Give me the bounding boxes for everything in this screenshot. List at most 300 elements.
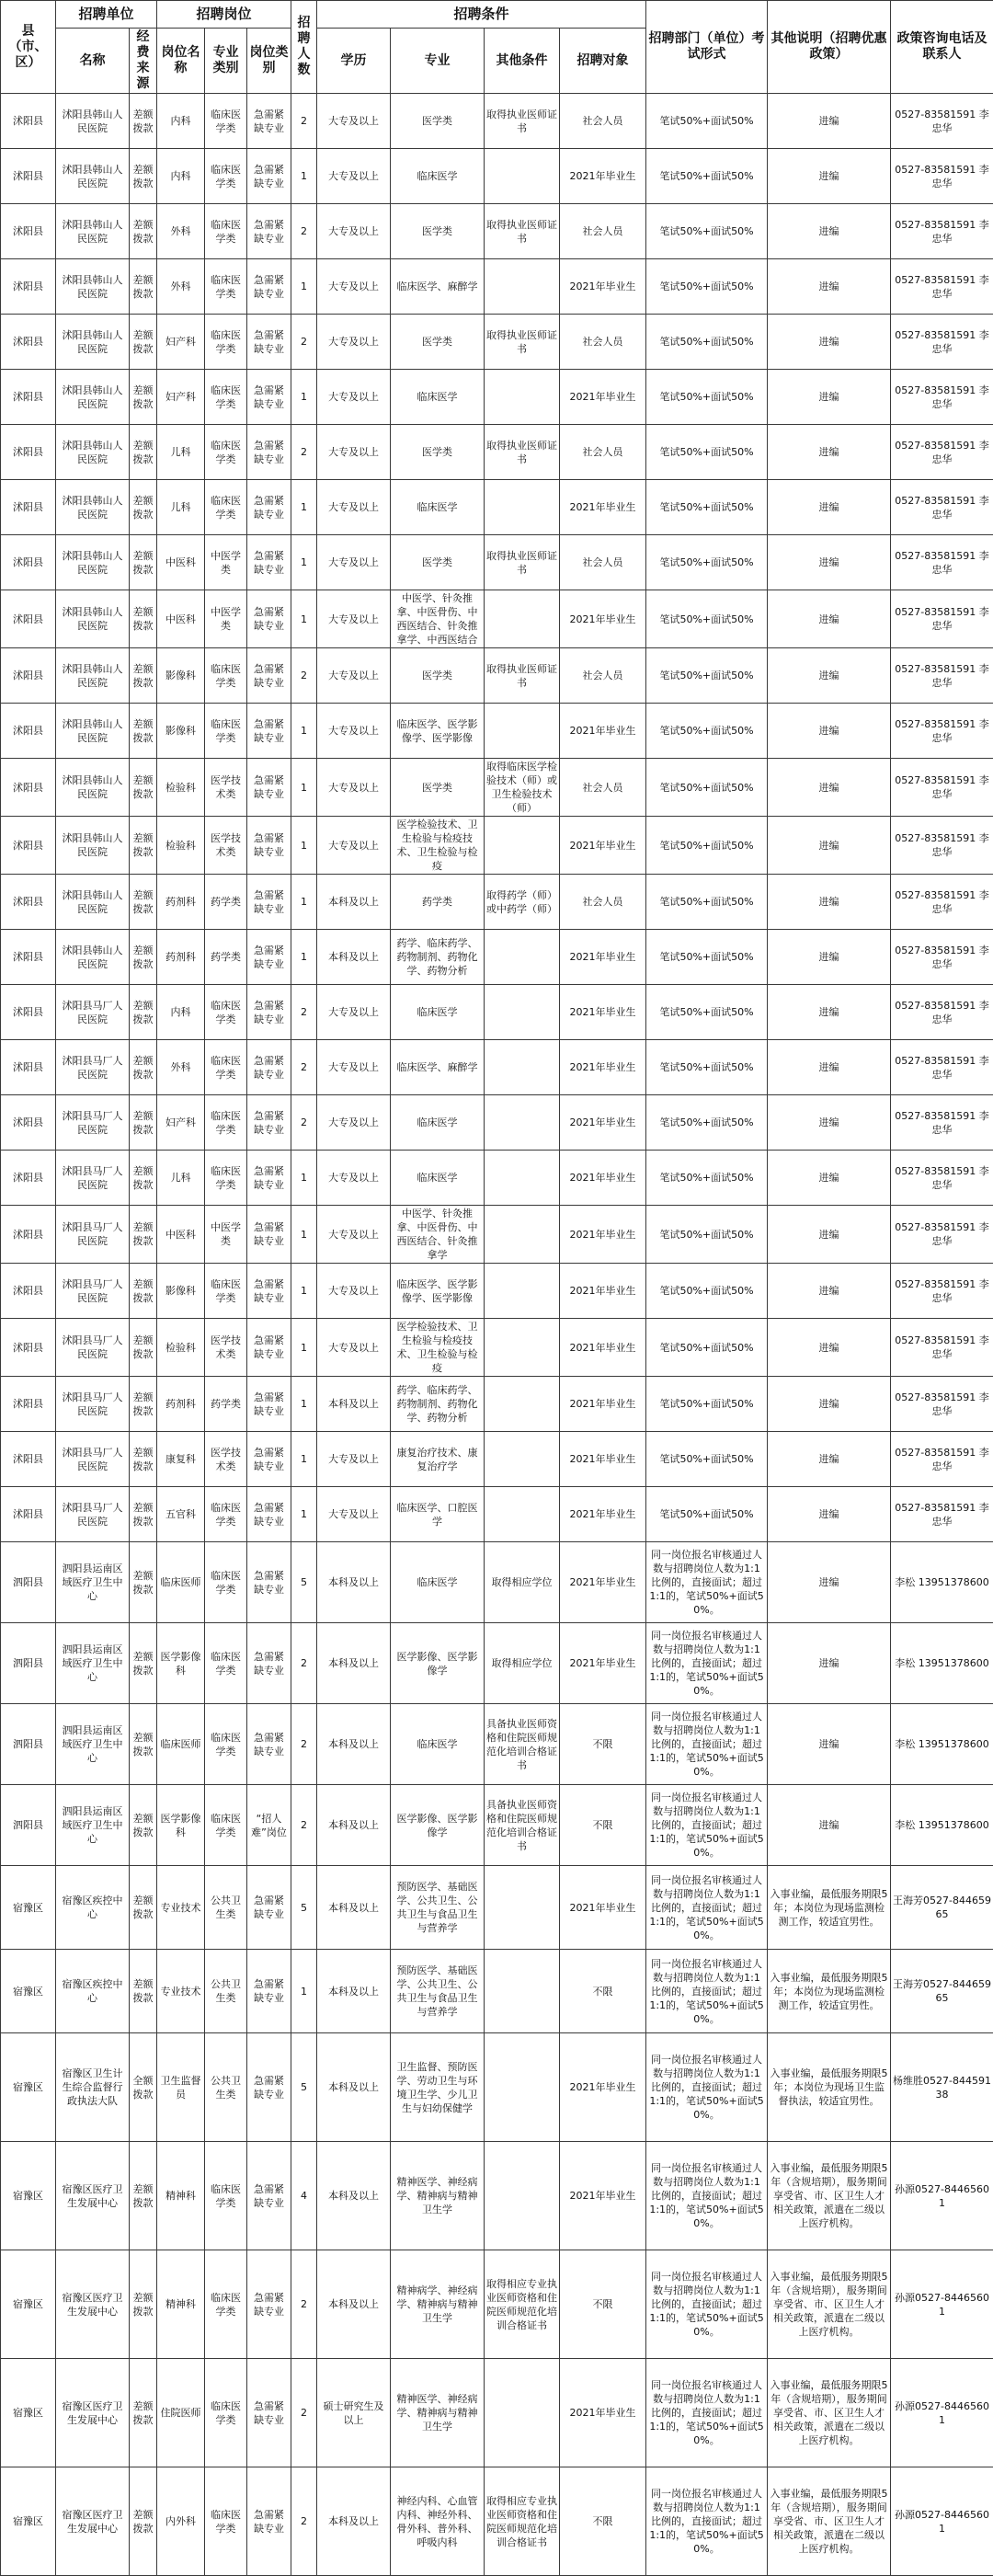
cell-exam-form: 笔试50%+面试50% — [646, 1095, 768, 1151]
cell-contact: 孙源0527-84465601 — [891, 2359, 993, 2467]
cell-post-category: 临床医学类 — [205, 1264, 247, 1319]
cell-post-type: 急需紧缺专业 — [247, 1542, 291, 1623]
cell-unit-name: 沭阳县韩山人民医院 — [56, 590, 130, 648]
cell-contact: 孙源0527-84465601 — [891, 2250, 993, 2359]
cell-exam-form: 笔试50%+面试50% — [646, 930, 768, 985]
table-row — [1, 94, 993, 149]
cell-exam-form: 同一岗位报名审核通过人数与招聘岗位人数为1:1比例的，直接面试；超过1:1的，笔试50%+面试50%。 — [646, 2142, 768, 2250]
cell-other-condition: 取得执业医师证书 — [485, 204, 560, 259]
cell-post-type: 急需紧缺专业 — [247, 204, 291, 259]
cell-post-category: 临床医学类 — [205, 315, 247, 370]
cell-post-category: 公共卫生类 — [205, 1950, 247, 2033]
cell-contact: 0527-83581591 李忠华 — [891, 1377, 993, 1432]
cell-post-name: 住院医师 — [157, 2359, 205, 2467]
cell-other-condition: 取得执业医师证书 — [485, 648, 560, 704]
cell-target: 2021年毕业生 — [560, 1866, 646, 1950]
cell-unit-name: 泗阳县运南区域医疗卫生中心 — [56, 1623, 130, 1704]
cell-count: 2 — [291, 1704, 317, 1785]
cell-funding: 差额拨款 — [130, 1319, 157, 1377]
cell-post-category: 临床医学类 — [205, 2467, 247, 2576]
cell-education: 大专及以上 — [317, 648, 391, 704]
cell-exam-form: 同一岗位报名审核通过人数与招聘岗位人数为1:1比例的，直接面试；超过1:1的，笔试50%+面试50%。 — [646, 1950, 768, 2033]
cell-target: 2021年毕业生 — [560, 1264, 646, 1319]
cell-post-name: 检验科 — [157, 1319, 205, 1377]
cell-post-name: 康复科 — [157, 1432, 205, 1487]
cell-target: 2021年毕业生 — [560, 149, 646, 204]
cell-unit-name: 沭阳县韩山人民医院 — [56, 425, 130, 480]
cell-exam-form: 同一岗位报名审核通过人数与招聘岗位人数为1:1比例的，直接面试；超过1:1的，笔试50%+面试50%。 — [646, 1785, 768, 1866]
cell-major: 精神医学、神经病学、精神病与精神卫生学 — [391, 2142, 485, 2250]
cell-education: 本科及以上 — [317, 1542, 391, 1623]
cell-funding: 差额拨款 — [130, 648, 157, 704]
cell-post-category: 临床医学类 — [205, 94, 247, 149]
cell-education: 大专及以上 — [317, 480, 391, 535]
cell-target: 2021年毕业生 — [560, 1206, 646, 1264]
cell-contact: 0527-83581591 李忠华 — [891, 149, 993, 204]
cell-unit-name: 宿豫区医疗卫生发展中心 — [56, 2142, 130, 2250]
table-row — [1, 204, 993, 259]
cell-other-condition: 取得相应学位 — [485, 1623, 560, 1704]
cell-county: 沭阳县 — [1, 875, 56, 930]
cell-funding: 差额拨款 — [130, 1095, 157, 1151]
cell-post-category: 临床医学类 — [205, 1785, 247, 1866]
cell-county: 泗阳县 — [1, 1542, 56, 1623]
cell-post-type: 急需紧缺专业 — [247, 2033, 291, 2142]
cell-funding: 差额拨款 — [130, 590, 157, 648]
cell-education: 大专及以上 — [317, 315, 391, 370]
cell-count: 1 — [291, 1319, 317, 1377]
cell-major: 临床医学、医学影像学、医学影像 — [391, 704, 485, 759]
cell-post-type: 急需紧缺专业 — [247, 759, 291, 817]
cell-post-name: 检验科 — [157, 817, 205, 875]
cell-unit-name: 沭阳县韩山人民医院 — [56, 259, 130, 315]
cell-contact: 0527-83581591 李忠华 — [891, 204, 993, 259]
cell-education: 大专及以上 — [317, 1151, 391, 1206]
cell-contact: 孙源0527-84465601 — [891, 2467, 993, 2576]
cell-post-name: 中医科 — [157, 1206, 205, 1264]
cell-exam-form: 笔试50%+面试50% — [646, 817, 768, 875]
cell-post-type: 急需紧缺专业 — [247, 1319, 291, 1377]
cell-major: 医学类 — [391, 94, 485, 149]
cell-county: 沭阳县 — [1, 930, 56, 985]
cell-major: 临床医学、麻醉学 — [391, 259, 485, 315]
cell-target: 2021年毕业生 — [560, 1487, 646, 1542]
cell-post-name: 影像科 — [157, 648, 205, 704]
cell-post-category: 临床医学类 — [205, 704, 247, 759]
cell-other-note: 进编 — [768, 370, 891, 425]
table-row — [1, 1950, 993, 2033]
header-contact: 政策咨询电话及联系人 — [891, 1, 993, 94]
cell-county: 沭阳县 — [1, 315, 56, 370]
cell-exam-form: 笔试50%+面试50% — [646, 875, 768, 930]
cell-post-type: 急需紧缺专业 — [247, 94, 291, 149]
cell-contact: 李松 13951378600 — [891, 1542, 993, 1623]
cell-other-condition — [485, 1040, 560, 1095]
header-target: 招聘对象 — [560, 29, 646, 94]
cell-unit-name: 沭阳县马厂人民医院 — [56, 1264, 130, 1319]
cell-funding: 差额拨款 — [130, 2467, 157, 2576]
cell-other-condition: 具备执业医师资格和住院医师规范化培训合格证书 — [485, 1785, 560, 1866]
cell-education: 大专及以上 — [317, 1319, 391, 1377]
cell-education: 大专及以上 — [317, 1095, 391, 1151]
cell-education: 本科及以上 — [317, 2142, 391, 2250]
table-row — [1, 259, 993, 315]
header-education: 学历 — [317, 29, 391, 94]
cell-other-note: 入事业编，最低服务期限5年（含规培期），服务期间享受省、市、区卫生人才相关政策，派遣在二级以上医疗机构。 — [768, 2142, 891, 2250]
cell-education: 大专及以上 — [317, 1487, 391, 1542]
cell-education: 本科及以上 — [317, 1950, 391, 2033]
cell-count: 2 — [291, 985, 317, 1040]
cell-target: 2021年毕业生 — [560, 2033, 646, 2142]
cell-target: 社会人员 — [560, 535, 646, 590]
cell-unit-name: 沭阳县马厂人民医院 — [56, 1095, 130, 1151]
cell-other-note: 进编 — [768, 759, 891, 817]
cell-post-category: 临床医学类 — [205, 2142, 247, 2250]
cell-other-note: 进编 — [768, 1206, 891, 1264]
cell-post-category: 临床医学类 — [205, 1704, 247, 1785]
cell-post-category: 公共卫生类 — [205, 2033, 247, 2142]
table-row — [1, 2359, 993, 2467]
cell-other-condition — [485, 590, 560, 648]
cell-unit-name: 宿豫区医疗卫生发展中心 — [56, 2250, 130, 2359]
cell-target: 2021年毕业生 — [560, 1432, 646, 1487]
header-post-name: 岗位名称 — [157, 29, 205, 94]
cell-count: 2 — [291, 2467, 317, 2576]
cell-post-category: 医学技术类 — [205, 759, 247, 817]
table-row — [1, 535, 993, 590]
cell-exam-form: 笔试50%+面试50% — [646, 535, 768, 590]
cell-other-condition — [485, 1095, 560, 1151]
header-other-cond: 其他条件 — [485, 29, 560, 94]
cell-county: 宿豫区 — [1, 2467, 56, 2576]
cell-unit-name: 沭阳县马厂人民医院 — [56, 1487, 130, 1542]
cell-other-note: 进编 — [768, 1264, 891, 1319]
table-row — [1, 480, 993, 535]
cell-unit-name: 沭阳县韩山人民医院 — [56, 930, 130, 985]
cell-contact: 0527-83581591 李忠华 — [891, 817, 993, 875]
cell-post-category: 临床医学类 — [205, 2359, 247, 2467]
cell-exam-form: 笔试50%+面试50% — [646, 315, 768, 370]
cell-major: 精神病学、神经病学、精神病与精神卫生学 — [391, 2250, 485, 2359]
cell-education: 本科及以上 — [317, 1623, 391, 1704]
cell-post-name: 药剂科 — [157, 875, 205, 930]
cell-post-category: 药学类 — [205, 875, 247, 930]
cell-count: 2 — [291, 204, 317, 259]
cell-other-note: 进编 — [768, 1542, 891, 1623]
cell-exam-form: 笔试50%+面试50% — [646, 1487, 768, 1542]
cell-contact: 0527-83581591 李忠华 — [891, 985, 993, 1040]
cell-other-condition: 取得药学（师）或中药学（师） — [485, 875, 560, 930]
cell-contact: 0527-83581591 李忠华 — [891, 259, 993, 315]
cell-post-name: 临床医师 — [157, 1704, 205, 1785]
cell-other-condition — [485, 930, 560, 985]
cell-funding: 差额拨款 — [130, 2250, 157, 2359]
cell-post-type: 急需紧缺专业 — [247, 535, 291, 590]
cell-other-note: 进编 — [768, 1151, 891, 1206]
cell-unit-name: 沭阳县韩山人民医院 — [56, 875, 130, 930]
cell-county: 沭阳县 — [1, 1319, 56, 1377]
table-row — [1, 2142, 993, 2250]
cell-post-category: 中医学类 — [205, 590, 247, 648]
cell-funding: 差额拨款 — [130, 930, 157, 985]
cell-exam-form: 笔试50%+面试50% — [646, 94, 768, 149]
cell-target: 社会人员 — [560, 875, 646, 930]
cell-post-name: 中医科 — [157, 590, 205, 648]
cell-county: 沭阳县 — [1, 759, 56, 817]
cell-post-category: 药学类 — [205, 1377, 247, 1432]
cell-post-category: 临床医学类 — [205, 2250, 247, 2359]
cell-contact: 李松 13951378600 — [891, 1785, 993, 1866]
cell-other-note: 进编 — [768, 425, 891, 480]
cell-count: 2 — [291, 2250, 317, 2359]
cell-post-name: 妇产科 — [157, 1095, 205, 1151]
cell-funding: 差额拨款 — [130, 1623, 157, 1704]
cell-target: 2021年毕业生 — [560, 370, 646, 425]
cell-education: 本科及以上 — [317, 1377, 391, 1432]
cell-major: 中医学、针灸推拿、中医骨伤、中西医结合、针灸推拿学 — [391, 1206, 485, 1264]
cell-unit-name: 沭阳县韩山人民医院 — [56, 817, 130, 875]
cell-education: 大专及以上 — [317, 590, 391, 648]
cell-exam-form: 笔试50%+面试50% — [646, 1432, 768, 1487]
cell-funding: 差额拨款 — [130, 1704, 157, 1785]
cell-other-condition — [485, 1377, 560, 1432]
cell-post-name: 妇产科 — [157, 370, 205, 425]
cell-funding: 差额拨款 — [130, 204, 157, 259]
cell-count: 2 — [291, 1785, 317, 1866]
cell-post-name: 卫生监督员 — [157, 2033, 205, 2142]
cell-education: 大专及以上 — [317, 425, 391, 480]
header-major: 专业 — [391, 29, 485, 94]
cell-other-condition — [485, 704, 560, 759]
cell-target: 2021年毕业生 — [560, 1319, 646, 1377]
cell-other-condition — [485, 2142, 560, 2250]
cell-count: 2 — [291, 94, 317, 149]
cell-county: 沭阳县 — [1, 1095, 56, 1151]
header-group-conditions: 招聘条件 — [317, 1, 646, 29]
cell-education: 大专及以上 — [317, 370, 391, 425]
table-row — [1, 425, 993, 480]
cell-funding: 差额拨款 — [130, 1377, 157, 1432]
cell-other-note: 进编 — [768, 1704, 891, 1785]
cell-education: 本科及以上 — [317, 2250, 391, 2359]
cell-contact: 0527-83581591 李忠华 — [891, 425, 993, 480]
cell-post-name: 影像科 — [157, 704, 205, 759]
cell-other-condition: 取得执业医师证书 — [485, 535, 560, 590]
cell-post-category: 临床医学类 — [205, 1623, 247, 1704]
cell-post-type: 急需紧缺专业 — [247, 1432, 291, 1487]
cell-post-type: 急需紧缺专业 — [247, 590, 291, 648]
cell-other-condition: 具备执业医师资格和住院医师规范化培训合格证书 — [485, 1704, 560, 1785]
cell-county: 沭阳县 — [1, 259, 56, 315]
cell-target: 社会人员 — [560, 315, 646, 370]
table-row — [1, 2250, 993, 2359]
cell-post-type: 急需紧缺专业 — [247, 1950, 291, 2033]
cell-other-note: 进编 — [768, 1785, 891, 1866]
cell-education: 本科及以上 — [317, 2033, 391, 2142]
cell-education: 大专及以上 — [317, 985, 391, 1040]
table-row — [1, 930, 993, 985]
cell-county: 宿豫区 — [1, 2359, 56, 2467]
cell-unit-name: 泗阳县运南区域医疗卫生中心 — [56, 1704, 130, 1785]
cell-contact: 0527-83581591 李忠华 — [891, 875, 993, 930]
table-row — [1, 1151, 993, 1206]
table-header — [1, 1, 993, 94]
cell-major: 康复治疗技术、康复治疗学 — [391, 1432, 485, 1487]
cell-post-name: 医学影像科 — [157, 1623, 205, 1704]
cell-contact: 0527-83581591 李忠华 — [891, 590, 993, 648]
cell-major: 临床医学、口腔医学 — [391, 1487, 485, 1542]
cell-unit-name: 沭阳县韩山人民医院 — [56, 94, 130, 149]
cell-funding: 差额拨款 — [130, 1542, 157, 1623]
cell-count: 1 — [291, 875, 317, 930]
cell-funding: 差额拨款 — [130, 535, 157, 590]
cell-other-condition — [485, 1950, 560, 2033]
cell-other-note: 进编 — [768, 1432, 891, 1487]
cell-major: 临床医学 — [391, 1151, 485, 1206]
cell-education: 大专及以上 — [317, 1264, 391, 1319]
cell-exam-form: 笔试50%+面试50% — [646, 704, 768, 759]
cell-post-category: 临床医学类 — [205, 370, 247, 425]
cell-county: 宿豫区 — [1, 1866, 56, 1950]
cell-county: 宿豫区 — [1, 2033, 56, 2142]
cell-post-type: 急需紧缺专业 — [247, 259, 291, 315]
cell-exam-form: 笔试50%+面试50% — [646, 759, 768, 817]
table-row — [1, 759, 993, 817]
cell-county: 泗阳县 — [1, 1785, 56, 1866]
cell-exam-form: 笔试50%+面试50% — [646, 1377, 768, 1432]
cell-contact: 0527-83581591 李忠华 — [891, 930, 993, 985]
cell-post-name: 药剂科 — [157, 930, 205, 985]
cell-county: 沭阳县 — [1, 704, 56, 759]
cell-post-category: 医学技术类 — [205, 817, 247, 875]
cell-exam-form: 笔试50%+面试50% — [646, 1264, 768, 1319]
cell-other-note: 进编 — [768, 480, 891, 535]
cell-post-name: 影像科 — [157, 1264, 205, 1319]
cell-major: 医学类 — [391, 759, 485, 817]
cell-target: 2021年毕业生 — [560, 985, 646, 1040]
cell-county: 沭阳县 — [1, 1206, 56, 1264]
cell-exam-form: 笔试50%+面试50% — [646, 1151, 768, 1206]
cell-count: 2 — [291, 425, 317, 480]
header-other: 其他说明（招聘优惠政策） — [768, 1, 891, 94]
cell-other-condition — [485, 1206, 560, 1264]
cell-exam-form: 笔试50%+面试50% — [646, 1319, 768, 1377]
cell-funding: 差额拨款 — [130, 149, 157, 204]
cell-major: 临床医学 — [391, 370, 485, 425]
cell-post-type: 急需紧缺专业 — [247, 149, 291, 204]
cell-funding: 差额拨款 — [130, 704, 157, 759]
cell-post-type: 急需紧缺专业 — [247, 425, 291, 480]
table-row — [1, 1264, 993, 1319]
cell-unit-name: 泗阳县运南区域医疗卫生中心 — [56, 1542, 130, 1623]
cell-post-name: 精神科 — [157, 2250, 205, 2359]
cell-other-note: 进编 — [768, 985, 891, 1040]
cell-other-condition: 取得相应专业执业医师资格和住院医师规范化培训合格证书 — [485, 2250, 560, 2359]
cell-county: 沭阳县 — [1, 370, 56, 425]
cell-count: 1 — [291, 535, 317, 590]
cell-unit-name: 沭阳县韩山人民医院 — [56, 370, 130, 425]
cell-unit-name: 宿豫区卫生计生综合监督行政执法大队 — [56, 2033, 130, 2142]
cell-target: 不限 — [560, 2467, 646, 2576]
cell-other-note: 进编 — [768, 1377, 891, 1432]
header-count: 招聘人数 — [291, 1, 317, 94]
cell-count: 1 — [291, 930, 317, 985]
cell-funding: 差额拨款 — [130, 1785, 157, 1866]
cell-other-condition — [485, 2033, 560, 2142]
cell-unit-name: 宿豫区医疗卫生发展中心 — [56, 2359, 130, 2467]
cell-target: 不限 — [560, 1704, 646, 1785]
cell-contact: 杨维胜0527-84459138 — [891, 2033, 993, 2142]
table-row — [1, 985, 993, 1040]
cell-education: 大专及以上 — [317, 535, 391, 590]
table-row — [1, 370, 993, 425]
cell-education: 本科及以上 — [317, 930, 391, 985]
cell-education: 大专及以上 — [317, 817, 391, 875]
cell-post-type: 急需紧缺专业 — [247, 985, 291, 1040]
cell-county: 沭阳县 — [1, 1151, 56, 1206]
cell-contact: 孙源0527-84465601 — [891, 2142, 993, 2250]
cell-major: 医学类 — [391, 535, 485, 590]
cell-funding: 差额拨款 — [130, 759, 157, 817]
table-row — [1, 1377, 993, 1432]
cell-contact: 0527-83581591 李忠华 — [891, 315, 993, 370]
cell-contact: 李松 13951378600 — [891, 1623, 993, 1704]
cell-other-condition — [485, 2359, 560, 2467]
cell-funding: 差额拨款 — [130, 2359, 157, 2467]
cell-other-note: 进编 — [768, 1095, 891, 1151]
cell-exam-form: 笔试50%+面试50% — [646, 259, 768, 315]
cell-post-type: 急需紧缺专业 — [247, 1264, 291, 1319]
header-name: 名称 — [56, 29, 130, 94]
cell-funding: 差额拨款 — [130, 1432, 157, 1487]
cell-county: 沭阳县 — [1, 590, 56, 648]
cell-county: 沭阳县 — [1, 1377, 56, 1432]
cell-education: 大专及以上 — [317, 1206, 391, 1264]
cell-exam-form: 同一岗位报名审核通过人数与招聘岗位人数为1:1比例的，直接面试；超过1:1的，笔试50%+面试50%。 — [646, 1623, 768, 1704]
cell-county: 沭阳县 — [1, 480, 56, 535]
cell-county: 宿豫区 — [1, 2142, 56, 2250]
cell-count: 1 — [291, 1264, 317, 1319]
cell-major: 卫生监督、预防医学、劳动卫生与环境卫生学、少儿卫生与妇幼保健学 — [391, 2033, 485, 2142]
cell-post-type: 急需紧缺专业 — [247, 2250, 291, 2359]
cell-post-name: 外科 — [157, 1040, 205, 1095]
cell-education: 本科及以上 — [317, 1704, 391, 1785]
cell-post-category: 临床医学类 — [205, 648, 247, 704]
cell-unit-name: 沭阳县韩山人民医院 — [56, 315, 130, 370]
cell-major: 中医学、针灸推拿、中医骨伤、中西医结合、针灸推拿学、中西医结合 — [391, 590, 485, 648]
cell-major: 药学、临床药学、药物制剂、药物化学、药物分析 — [391, 1377, 485, 1432]
cell-county: 沭阳县 — [1, 817, 56, 875]
cell-post-type: 急需紧缺专业 — [247, 2142, 291, 2250]
cell-other-note: 入事业编，最低服务期限5年；本岗位为现场卫生监督执法，较适宜男性。 — [768, 2033, 891, 2142]
cell-post-category: 药学类 — [205, 930, 247, 985]
table-row — [1, 1095, 993, 1151]
cell-education: 大专及以上 — [317, 759, 391, 817]
cell-other-note: 进编 — [768, 590, 891, 648]
cell-post-type: 急需紧缺专业 — [247, 2467, 291, 2576]
table-row — [1, 315, 993, 370]
cell-funding: 差额拨款 — [130, 875, 157, 930]
cell-post-category: 公共卫生类 — [205, 1866, 247, 1950]
cell-post-type: 急需紧缺专业 — [247, 817, 291, 875]
cell-other-condition — [485, 1264, 560, 1319]
cell-unit-name: 宿豫区疾控中心 — [56, 1950, 130, 2033]
cell-unit-name: 沭阳县马厂人民医院 — [56, 1432, 130, 1487]
cell-major: 医学类 — [391, 204, 485, 259]
header-county: 县（市、区） — [1, 1, 56, 94]
cell-target: 2021年毕业生 — [560, 1623, 646, 1704]
cell-education: 大专及以上 — [317, 204, 391, 259]
